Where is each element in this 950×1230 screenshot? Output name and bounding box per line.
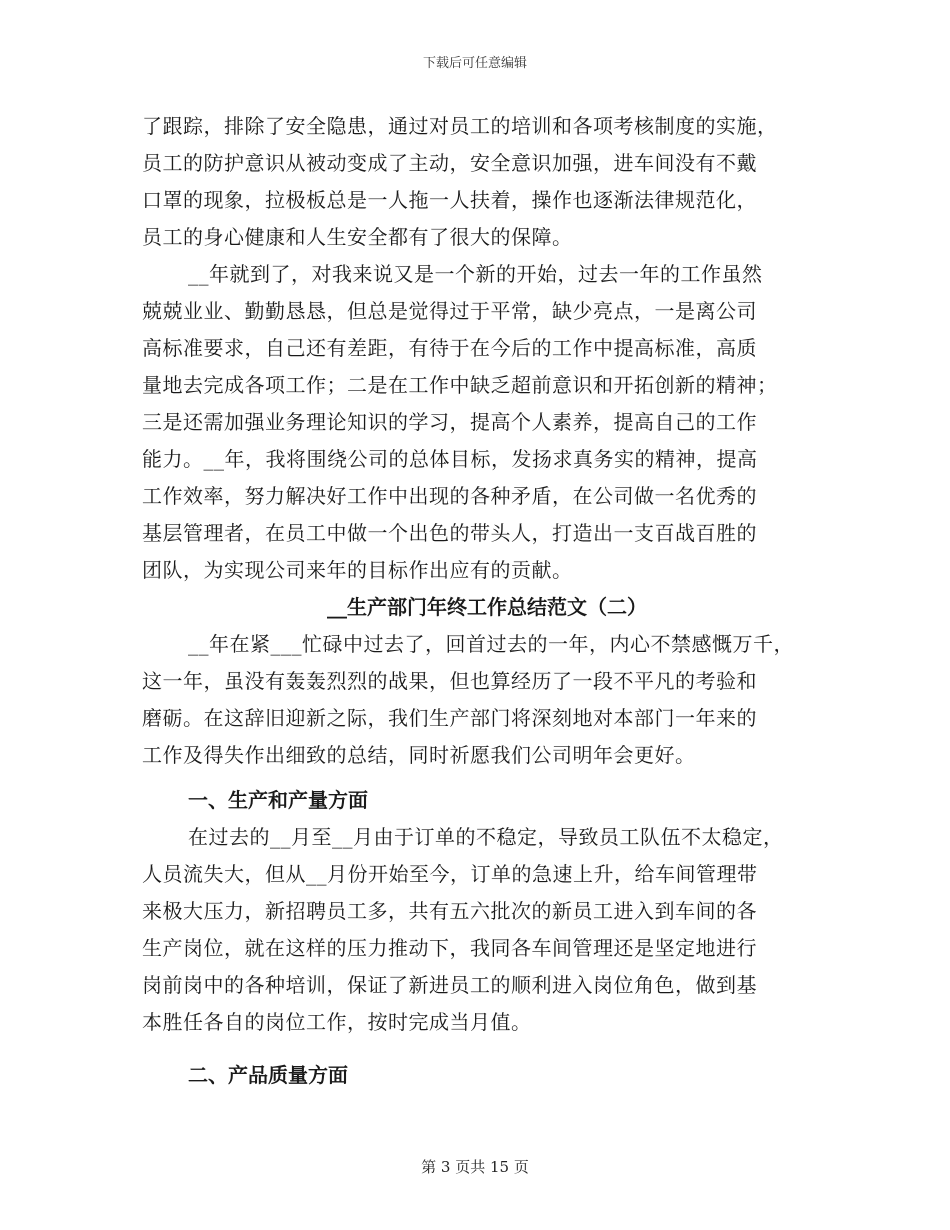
section-title: __生产部门年终工作总结范文（二） (327, 595, 647, 619)
paragraph-line: 工作及得失作出细致的总结，同时祈愿我们公司明年会更好。 (142, 743, 696, 767)
paragraph-line: __年在紧___忙碌中过去了，回首过去的一年，内心不禁感慨万千， (188, 632, 794, 656)
section-heading: 一、生产和产量方面 (188, 788, 368, 812)
paragraph-line: 了跟踪，排除了安全隐患，通过对员工的培训和各项考核制度的实施， (142, 114, 778, 138)
section-heading: 二、产品质量方面 (188, 1063, 348, 1087)
paragraph-line: 人员流失大，但从__月份开始至今，订单的急速上升，给车间管理带 (142, 862, 758, 886)
paragraph-line: 量地去完成各项工作；二是在工作中缺乏超前意识和开拓创新的精神； (142, 373, 778, 397)
paragraph-line: 岗前岗中的各种培训，保证了新进员工的顺利进入岗位角色，做到基 (142, 973, 757, 997)
paragraph-line: 口罩的现象，拉极板总是一人拖一人扶着，操作也逐渐法律规范化， (142, 188, 757, 212)
paragraph-line: 磨砺。在这辞旧迎新之际，我们生产部门将深刻地对本部门一年来的 (142, 706, 757, 730)
page-header: 下载后可任意编辑 (422, 56, 527, 71)
document-body (142, 108, 832, 1094)
paragraph-line: __年就到了，对我来说又是一个新的开始，过去一年的工作虽然 (188, 262, 763, 286)
paragraph-line: 团队，为实现公司来年的目标作出应有的贡献。 (142, 558, 573, 582)
paragraph-line: 员工的防护意识从被动变成了主动，安全意识加强，进车间没有不戴 (142, 151, 757, 175)
paragraph-line: 这一年，虽没有轰轰烈烈的战果，但也算经历了一段不平凡的考验和 (142, 669, 757, 693)
paragraph-line: 在过去的__月至__月由于订单的不稳定，导致员工队伍不太稳定， (188, 825, 784, 849)
paragraph-line: 兢兢业业、勤勤恳恳，但总是觉得过于平常，缺少亮点，一是离公司 (142, 299, 757, 323)
paragraph-line: 来极大压力，新招聘员工多，共有五六批次的新员工进入到车间的各 (142, 899, 757, 923)
paragraph-line: 生产岗位，就在这样的压力推动下，我同各车间管理还是坚定地进行 (142, 936, 757, 960)
paragraph-line: 员工的身心健康和人生安全都有了很大的保障。 (142, 225, 573, 249)
spacer (142, 774, 832, 782)
paragraph-line: 高标准要求，自己还有差距，有待于在今后的工作中提高标准，高质 (142, 336, 757, 360)
paragraph-line: 三是还需加强业务理论知识的学习，提高个人素养，提高自己的工作 (142, 410, 757, 434)
paragraph-line: 基层管理者，在员工中做一个出色的带头人，打造出一支百战百胜的 (142, 521, 757, 545)
paragraph-line: 工作效率，努力解决好工作中出现的各种矛盾，在公司做一名优秀的 (142, 484, 757, 508)
page-footer: 第 3 页共 15 页 (421, 1158, 529, 1176)
paragraph-line: 能力。__年，我将围绕公司的总体目标，发扬求真务实的精神，提高 (142, 447, 758, 471)
paragraph-line: 本胜任各自的岗位工作，按时完成当月值。 (142, 1010, 532, 1034)
spacer (142, 1041, 832, 1057)
